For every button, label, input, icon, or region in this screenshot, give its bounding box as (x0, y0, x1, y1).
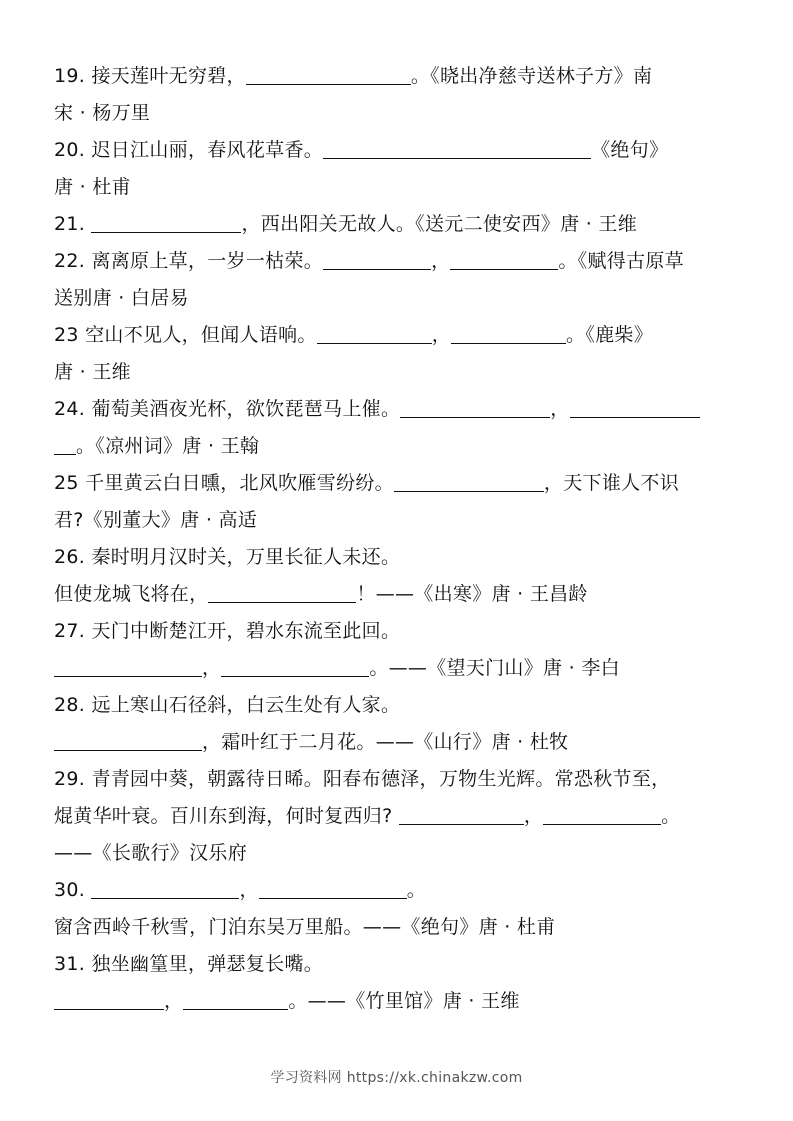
answer-blank[interactable] (221, 656, 369, 677)
answer-blank[interactable] (259, 878, 407, 899)
answer-blank[interactable] (183, 989, 288, 1010)
answer-blank[interactable] (394, 471, 544, 492)
text-line (54, 243, 744, 280)
line-text: 。 (661, 805, 681, 827)
line-text: 。——《望天门山》唐 · 李白 (369, 657, 620, 679)
line-text: ，霜叶红于二月花。——《山行》唐 · 杜牧 (202, 731, 569, 753)
answer-blank[interactable] (246, 64, 411, 85)
line-text: ， (239, 879, 259, 901)
text-line (54, 909, 744, 946)
line-text: ， (550, 398, 570, 420)
line-text: 唐 · 杜甫 (54, 176, 131, 198)
line-text: 19. 接天莲叶无穷碧， (54, 65, 246, 87)
line-text: ， (523, 805, 544, 827)
line-text: 23 空山不见人，但闻人语响。 (54, 324, 317, 346)
text-line (54, 95, 744, 132)
text-line (54, 724, 744, 761)
line-text: ， (202, 657, 222, 679)
line-text: 宋 · 杨万里 (54, 102, 151, 124)
line-text: ，天下谁人不识 (543, 472, 680, 494)
answer-blank[interactable] (323, 249, 431, 270)
line-text: 。 (406, 879, 427, 901)
text-line (54, 835, 744, 872)
text-line (54, 539, 744, 576)
line-text: 唐 · 王维 (54, 361, 131, 383)
text-line (54, 391, 744, 428)
text-line (54, 317, 744, 354)
text-line (54, 206, 744, 243)
answer-blank[interactable] (54, 989, 164, 1010)
answer-blank[interactable] (208, 582, 356, 603)
line-text: 君?《别董大》唐 · 高适 (54, 509, 258, 531)
text-line (54, 613, 744, 650)
line-text: 25 千里黄云白日曛，北风吹雁雪纷纷。 (54, 472, 394, 494)
text-line (54, 761, 744, 798)
line-text: 27. 天门中断楚江开，碧水东流至此回。 (54, 620, 401, 642)
line-text: 。《晓出净慈寺送林子方》南 (410, 65, 653, 87)
text-line (54, 946, 744, 983)
answer-blank[interactable] (570, 397, 700, 418)
text-line (54, 354, 744, 391)
text-line (54, 502, 744, 539)
line-text: ， (164, 990, 184, 1012)
text-line (54, 576, 744, 613)
line-text: 20. 迟日江山丽，春风花草香。 (54, 139, 324, 161)
line-text: 22. 离离原上草，一岁一枯荣。 (54, 250, 324, 272)
answer-blank[interactable] (54, 730, 202, 751)
line-text: 但使龙城飞将在， (54, 583, 209, 605)
answer-blank[interactable] (91, 878, 239, 899)
text-line (54, 132, 744, 169)
text-line (54, 650, 744, 687)
answer-blank[interactable] (450, 249, 558, 270)
text-line (54, 798, 744, 835)
worksheet-body (54, 58, 744, 1020)
line-text: 30. (54, 879, 92, 901)
text-line (54, 58, 744, 95)
text-line (54, 687, 744, 724)
line-text: 。《凉州词》唐 · 王翰 (76, 435, 260, 457)
line-text: 窗含西岭千秋雪，门泊东吴万里船。——《绝句》唐 · 杜甫 (54, 916, 556, 938)
line-text: 。《鹿柴》 (566, 324, 654, 346)
line-text: 。——《竹里馆》唐 · 王维 (288, 990, 520, 1012)
line-text: 21. (54, 213, 92, 235)
answer-blank[interactable] (323, 138, 591, 159)
answer-blank[interactable] (91, 212, 241, 233)
line-text: ， (431, 324, 452, 346)
answer-blank[interactable] (399, 804, 524, 825)
line-text: ——《长歌行》汉乐府 (54, 842, 248, 864)
answer-blank[interactable] (54, 656, 202, 677)
footer-watermark: 学习资料网 https://xk.chinakzw.com (270, 1070, 523, 1086)
answer-blank[interactable] (400, 397, 550, 418)
line-text: ， (431, 250, 451, 272)
line-text: 《绝句》 (591, 139, 669, 161)
text-line (54, 983, 744, 1020)
line-text: 。《赋得古原草 (558, 250, 684, 272)
answer-blank[interactable] (317, 323, 432, 344)
answer-blank[interactable] (451, 323, 566, 344)
line-text: 31. 独坐幽篁里，弹瑟复长嘴。 (54, 953, 324, 975)
line-text: 24. 葡萄美酒夜光杯，欲饮琵琶马上催。 (54, 398, 401, 420)
answer-blank[interactable] (543, 804, 661, 825)
line-text: 29. 青青园中葵，朝露待日晞。阳春布德泽，万物生光辉。常恐秋节至， (54, 768, 671, 790)
text-line (54, 169, 744, 206)
line-text: ，西出阳关无故人。《送元二使安西》唐 · 王维 (241, 213, 637, 235)
line-text: 焜黄华叶衰。百川东到海，何时复西归? (54, 805, 399, 827)
text-line (54, 872, 744, 909)
text-line (54, 428, 744, 465)
line-text: 28. 远上寒山石径斜，白云生处有人家。 (54, 694, 401, 716)
text-line (54, 465, 744, 502)
line-text: 26. 秦时明月汉时关，万里长征人未还。 (54, 546, 401, 568)
answer-blank[interactable] (54, 434, 76, 455)
line-text: 送别唐 · 白居易 (54, 287, 189, 309)
line-text: ！——《出寒》唐 · 王昌龄 (356, 583, 588, 605)
text-line (54, 280, 744, 317)
